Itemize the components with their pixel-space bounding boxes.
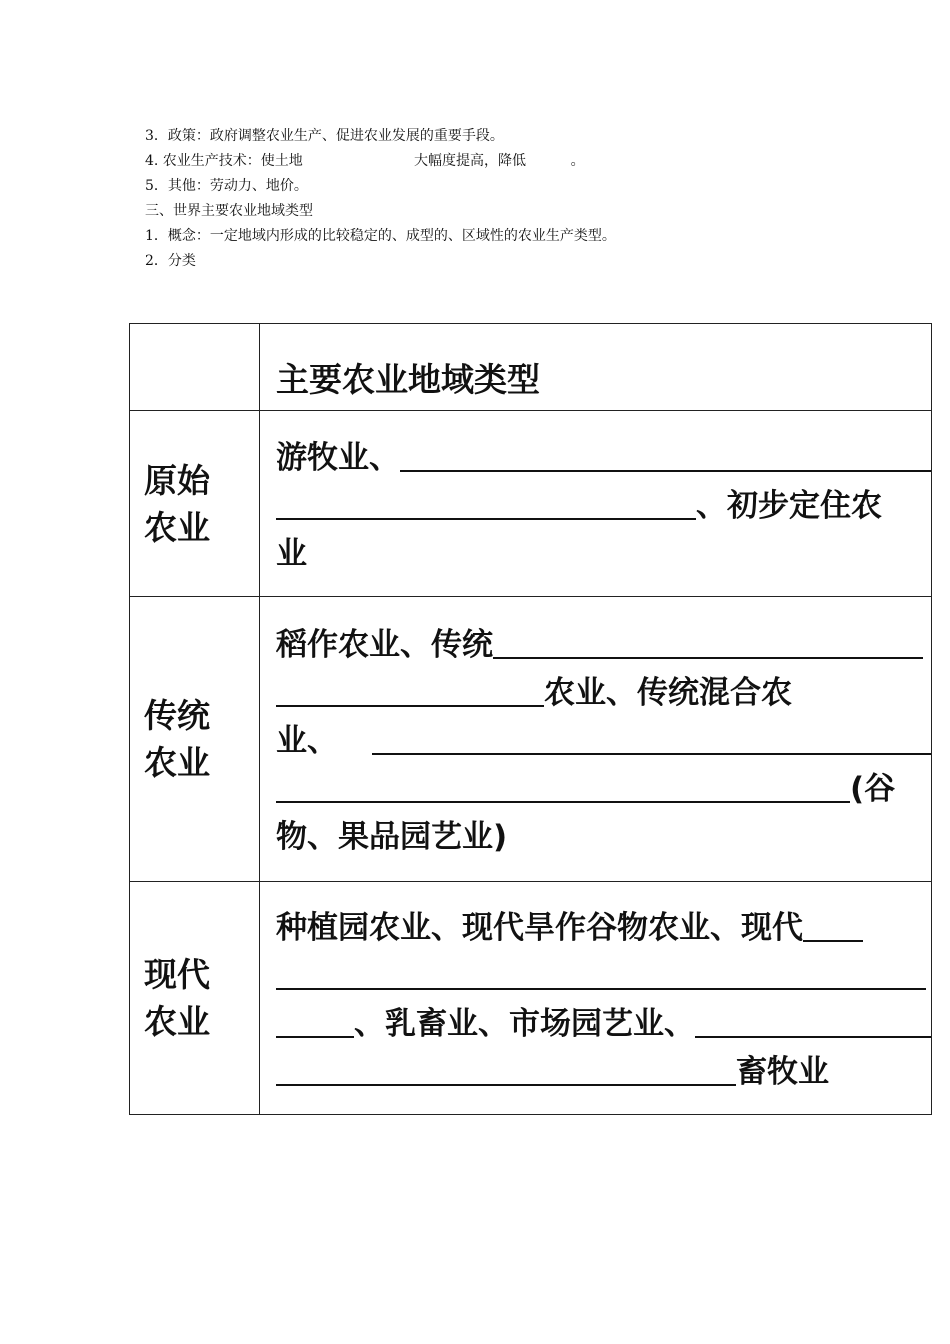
fill-blank[interactable] [276, 484, 696, 520]
table-row-primitive [130, 411, 932, 597]
category-cell-primitive [130, 411, 260, 597]
content-line [276, 952, 931, 1000]
category-label-line1: 原始 [144, 460, 210, 500]
fill-blank[interactable] [372, 719, 931, 755]
category-label-line1: 现代 [144, 955, 210, 994]
content-line [276, 904, 931, 952]
intro-line-classification: 2．分类 [145, 253, 196, 269]
content-cell-traditional [260, 597, 932, 882]
intro-section [145, 124, 905, 274]
content-line [276, 482, 931, 530]
fill-blank[interactable] [276, 1002, 354, 1038]
content-text: 业 [276, 535, 307, 572]
intro-line-concept: 1．概念：一定地域内形成的比较稳定的、成型的、区域性的农业生产类型。 [145, 228, 616, 244]
fill-blank[interactable] [803, 906, 863, 942]
intro-line-other: 5．其他：劳动力、地价。 [145, 178, 308, 194]
table-row-traditional [130, 597, 932, 882]
content-text: (谷 [850, 771, 896, 807]
content-text: 业、 [276, 723, 338, 759]
fill-blank[interactable] [493, 623, 923, 659]
content-line [276, 1048, 931, 1096]
content-cell-primitive [260, 411, 932, 597]
content-text: 稻作农业、传统 [276, 627, 493, 663]
content-text: 游牧业、 [276, 439, 400, 476]
content-text: 农业、传统混合农 [544, 675, 792, 711]
fill-blank[interactable] [276, 671, 544, 707]
content-line [276, 813, 931, 861]
category-cell-traditional [130, 597, 260, 882]
content-line [276, 717, 931, 765]
category-label-line2: 农业 [144, 507, 210, 547]
content-text: 、初步定住农 [696, 487, 882, 524]
content-text: 物、果品园艺业) [276, 819, 508, 855]
content-text: 种植园农业、现代旱作谷物农业、现代 [276, 910, 803, 946]
fill-blank[interactable] [276, 954, 926, 990]
content-line [276, 434, 931, 482]
fill-blank[interactable] [400, 436, 931, 472]
content-cell-modern [260, 882, 932, 1115]
content-line [276, 669, 931, 717]
content-line [276, 765, 931, 813]
category-cell-modern [130, 882, 260, 1115]
content-line [276, 1000, 931, 1048]
category-label-line1: 传统 [144, 696, 210, 735]
content-text: 畜牧业 [736, 1054, 829, 1090]
table-row-modern [130, 882, 932, 1115]
content-line [276, 621, 931, 669]
table-header-title: 主要农业地域类型 [260, 324, 932, 411]
fill-blank[interactable] [276, 1050, 736, 1086]
content-line [276, 530, 931, 578]
fill-blank[interactable] [695, 1002, 931, 1038]
category-label-line2: 农业 [144, 743, 210, 782]
intro-line-policy: 3．政策：政府调整农业生产、促进农业发展的重要手段。 [145, 128, 504, 144]
content-text: 、乳畜业、市场园艺业、 [354, 1006, 695, 1042]
table-header-row [130, 324, 932, 411]
header-empty-cell [130, 324, 260, 411]
section-heading: 三、世界主要农业地域类型 [145, 203, 313, 219]
fill-blank[interactable] [276, 767, 850, 803]
category-label-line2: 农业 [144, 1002, 210, 1041]
intro-line-technology: 4. 农业生产技术：使土地 大幅度提高，降低 。 [145, 153, 585, 169]
agriculture-types-table [129, 323, 932, 1115]
